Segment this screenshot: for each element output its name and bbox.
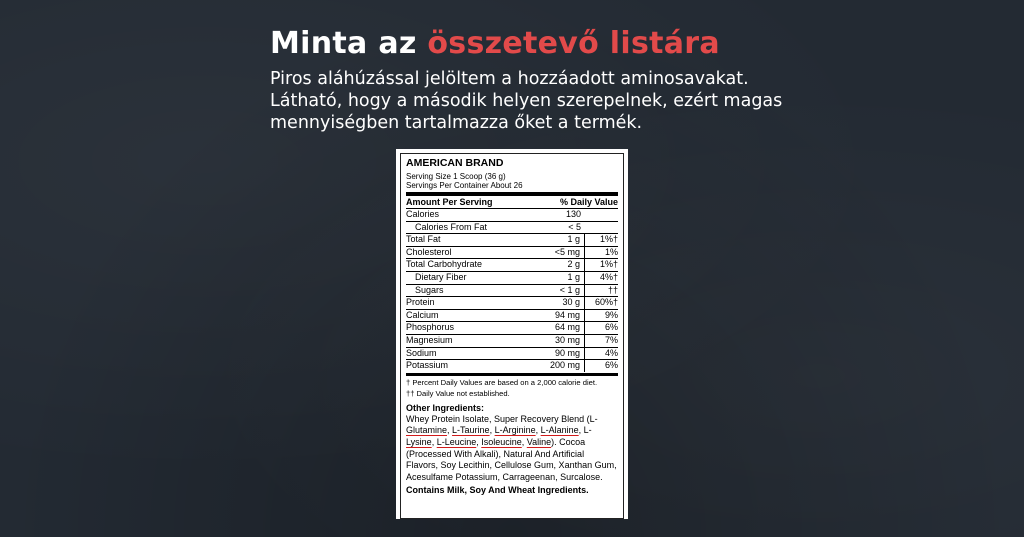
ingredient-text: Whey Protein Isolate, Super Recovery Blend (L- xyxy=(406,413,598,424)
nutrient-table xyxy=(406,209,618,372)
nutrient-row xyxy=(406,348,618,361)
nutrient-daily-value: 1%† xyxy=(599,259,618,270)
nutrient-daily-value: 9% xyxy=(604,309,618,320)
nutrient-name: Calories xyxy=(406,209,440,219)
nutrient-amount: 2 g xyxy=(536,259,585,271)
nutrient-name: Dietary Fiber xyxy=(415,271,467,282)
nutrient-name: Total Carbohydrate xyxy=(406,259,483,270)
nutrient-name: Calcium xyxy=(406,309,439,320)
page-heading xyxy=(270,26,720,61)
nutrient-row xyxy=(406,335,618,348)
nutrient-daily-value: 4% xyxy=(604,347,618,358)
nutrient-name: Calories From Fat xyxy=(415,221,488,232)
intro-line: mennyiségben tartalmazza őket a termék. xyxy=(270,113,643,133)
nutrition-label-frame xyxy=(400,153,624,519)
nutrient-daily-value: 1%† xyxy=(599,234,618,245)
underlined-amino-acid: L-Arginine xyxy=(494,425,536,436)
nutrient-amount: <5 mg xyxy=(536,247,585,259)
nutrient-name: Cholesterol xyxy=(406,246,452,257)
ingredient-sep: , xyxy=(476,436,482,447)
nutrient-name: Phosphorus xyxy=(406,322,455,333)
nutrient-name: Sodium xyxy=(406,347,437,358)
nutrient-daily-value: 6% xyxy=(604,360,618,371)
nutrient-name: Sugars xyxy=(415,284,444,295)
nutrient-row xyxy=(406,322,618,335)
underlined-amino-acid: Glutamine xyxy=(406,425,448,436)
nutrient-row xyxy=(406,297,618,310)
dv-header: % Daily Value xyxy=(559,197,618,207)
ingredient-sep: , xyxy=(431,436,437,447)
nutrient-amount: < 1 g xyxy=(536,285,585,297)
nutrient-row xyxy=(406,285,618,298)
nutrient-daily-value xyxy=(585,222,618,234)
nutrient-daily-value: 4%† xyxy=(599,271,618,282)
servings-per-container: Servings Per Container About 26 xyxy=(406,181,523,190)
nutrient-row xyxy=(406,360,618,372)
ingredient-sep: , xyxy=(447,425,453,436)
intro-line: Látható, hogy a második helyen szerepelnek, ezért magas xyxy=(270,91,783,111)
ingredient-sep: , xyxy=(521,436,527,447)
footnote: † Percent Daily Values are based on a 2,000 calorie diet. xyxy=(406,377,598,387)
heading-accent: összetevő listára xyxy=(427,26,720,61)
divider xyxy=(406,192,618,196)
other-ingredients-title: Other Ingredients: xyxy=(406,402,485,413)
nutrient-name: Magnesium xyxy=(406,334,453,345)
table-header xyxy=(406,197,618,209)
nutrient-daily-value: 60%† xyxy=(594,297,618,308)
nutrient-row xyxy=(406,222,618,235)
nutrient-name: Protein xyxy=(406,297,435,308)
nutrient-amount: 64 mg xyxy=(536,322,585,334)
ingredient-sep: , xyxy=(489,425,495,436)
divider xyxy=(406,373,618,376)
underlined-amino-acid: L-Taurine xyxy=(452,425,490,436)
ingredient-sep: , xyxy=(535,425,541,436)
intro-text xyxy=(270,68,830,134)
amount-header: Amount Per Serving xyxy=(406,197,493,207)
nutrient-daily-value: 6% xyxy=(604,322,618,333)
nutrient-amount: 1 g xyxy=(536,272,585,284)
ingredient-sep: , L- xyxy=(578,425,592,436)
underlined-amino-acid: Lysine xyxy=(406,436,432,447)
ingredients-text xyxy=(406,414,618,484)
nutrient-row xyxy=(406,209,618,222)
nutrient-amount: 1 g xyxy=(536,234,585,246)
nutrient-amount: 30 mg xyxy=(536,335,585,347)
nutrient-row xyxy=(406,234,618,247)
nutrient-amount: 30 g xyxy=(536,297,585,309)
nutrient-row xyxy=(406,247,618,260)
nutrient-amount: 200 mg xyxy=(536,360,585,372)
heading-plain: Minta az xyxy=(270,26,428,61)
allergen-statement: Contains Milk, Soy And Wheat Ingredients. xyxy=(406,485,589,496)
nutrient-row xyxy=(406,259,618,272)
nutrient-daily-value xyxy=(585,209,618,221)
intro-line: Piros aláhúzással jelöltem a hozzáadott aminosavakat. xyxy=(270,69,749,89)
nutrient-amount: 90 mg xyxy=(536,348,585,360)
nutrient-daily-value: 1% xyxy=(604,246,618,257)
underlined-amino-acid: Valine xyxy=(526,436,552,447)
serving-size: Serving Size 1 Scoop (36 g) xyxy=(406,172,506,181)
nutrient-daily-value: †† xyxy=(607,284,618,295)
nutrient-name: Potassium xyxy=(406,360,449,371)
nutrient-amount: 130 xyxy=(565,209,581,219)
nutrient-amount: 94 mg xyxy=(536,310,585,322)
nutrient-name: Total Fat xyxy=(406,234,441,245)
ingredient-text: ). Cocoa (Processed With Alkali), Natural And Artificial Flavors, Soy Lecithin, Cellulose Gum, Xanthan Gum, Acesulfame Potassium, Carrageenan, Surcalose. xyxy=(406,436,617,482)
footnote: †† Daily Value not established. xyxy=(406,388,510,398)
underlined-amino-acid: L-Leucine xyxy=(436,436,477,447)
nutrition-label xyxy=(396,149,628,519)
brand-name: AMERICAN BRAND xyxy=(406,157,504,169)
nutrient-row xyxy=(406,310,618,323)
nutrient-row xyxy=(406,272,618,285)
nutrient-daily-value: 7% xyxy=(604,334,618,345)
underlined-amino-acid: Isoleucine xyxy=(481,436,522,447)
underlined-amino-acid: L-Alanine xyxy=(540,425,579,436)
nutrient-amount: < 5 xyxy=(568,221,581,232)
